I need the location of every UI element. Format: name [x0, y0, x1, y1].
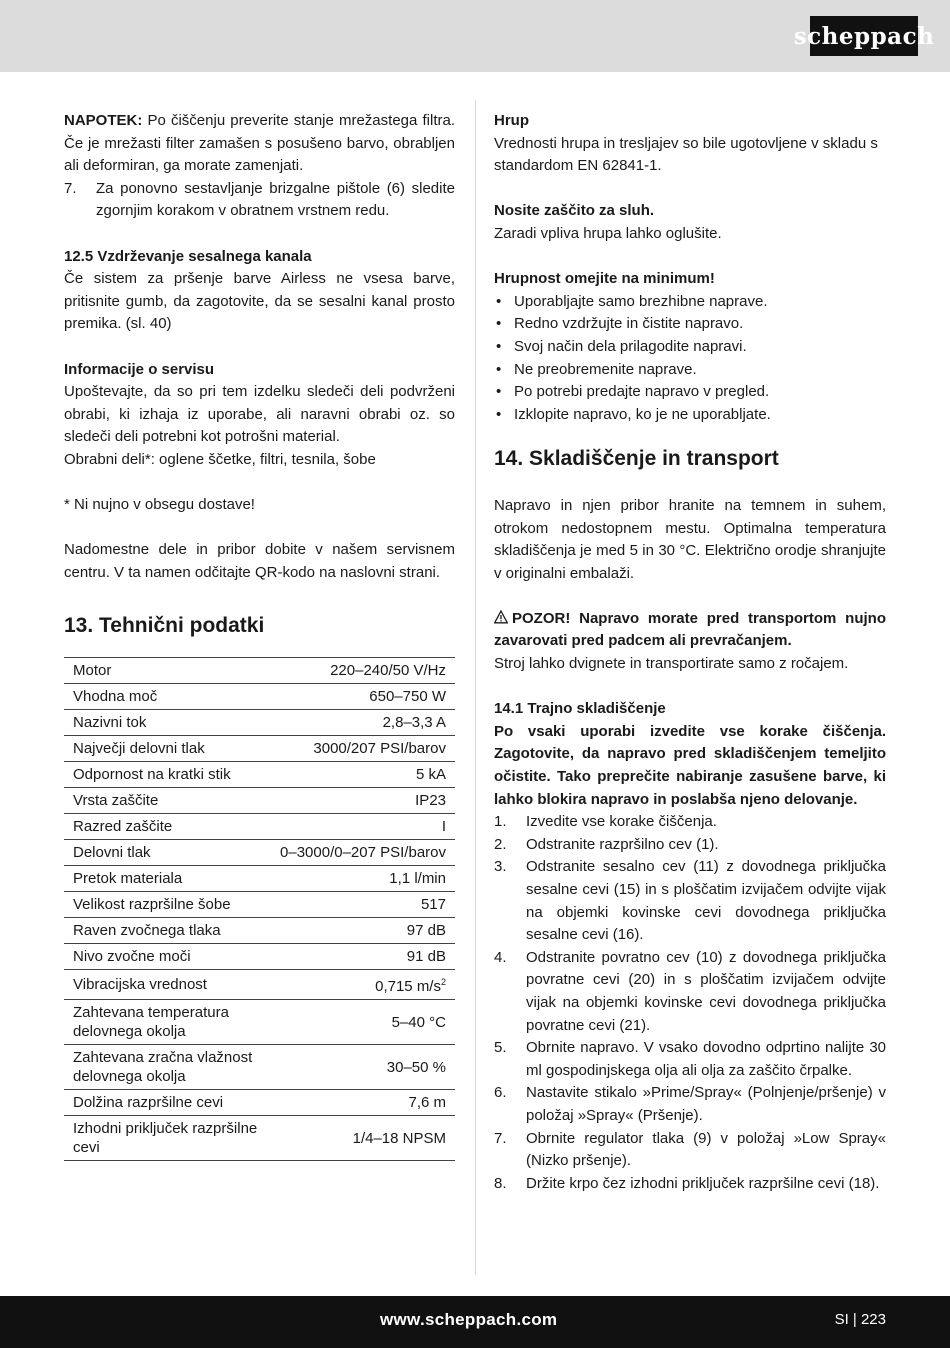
table-row [64, 736, 455, 762]
step-text: Izvedite vse korake čiščenja. [526, 813, 717, 831]
table-row [64, 658, 455, 684]
step-number: 4. [494, 948, 507, 966]
section-12-5-title: 12.5 Vzdrževanje sesalnega kanala [64, 247, 312, 265]
spec-label: Nivo zvočne moči [64, 944, 271, 970]
spec-label: Razred zaščite [64, 814, 271, 840]
list-item: • Ne preobremenite naprave. [494, 359, 886, 382]
section-13-heading: 13. Tehnični podatki [64, 614, 265, 638]
table-row [64, 788, 455, 814]
service-info-text: Upoštevajte, da so pri tem izdelku sledeči deli podvrženi obrabi, ki izhaja iz uporabe, ali naravni obrabi oz. so sledeči deli potrebni kot potrošni material. [64, 383, 455, 446]
table-row [64, 710, 455, 736]
ear-protection-text: Zaradi vpliva hrupa lahko oglušite. [494, 224, 722, 242]
table-row [64, 1090, 455, 1116]
spec-value [271, 1116, 455, 1161]
table-row [64, 918, 455, 944]
list-item [494, 834, 886, 857]
list-item: • Svoj način dela prilagodite napravi. [494, 336, 886, 359]
footer-bar [0, 1296, 950, 1348]
spec-value-text: 1,1 l/min [389, 870, 446, 888]
table-row [64, 1116, 455, 1161]
spec-value [271, 892, 455, 918]
section-14-1-title: 14.1 Trajno skladiščenje [494, 700, 666, 718]
noise-title: Hrup [494, 112, 529, 129]
table-row [64, 1045, 455, 1090]
warning-triangle-icon [494, 610, 508, 624]
note-label: NAPOTEK: [64, 112, 143, 129]
caution-text: Stroj lahko dvignete in transportirate samo z ročajem. [494, 655, 849, 673]
spec-value [271, 1045, 455, 1090]
section-14-heading: 14. Skladiščenje in transport [494, 447, 779, 471]
service-info-title: Informacije o servisu [64, 360, 215, 378]
spec-label: Izhodni priključek razpršilne cevi [64, 1116, 271, 1161]
list-item [494, 856, 886, 946]
step-number: 8. [494, 1174, 507, 1192]
spec-value [271, 736, 455, 762]
step-text: Odstranite sesalno cev (11) z dovodnega priključka sesalne cevi (15) in s ploščatim izvijačem odvijte vijak na objemki kovinske cevi dovodnega priključka sesalne cevi (16). [526, 858, 886, 944]
spec-value [271, 970, 455, 1000]
table-row [64, 684, 455, 710]
column-divider [475, 100, 476, 1275]
list-item [494, 1173, 886, 1196]
step-number: 7. [494, 1129, 507, 1147]
spec-label: Vhodna moč [64, 684, 271, 710]
list-item [494, 1037, 886, 1082]
step-text: Nastavite stikalo »Prime/Spray« (Polnjenje/pršenje) v položaj »Spray« (Pršenje). [526, 1084, 886, 1124]
spec-value [271, 1090, 455, 1116]
spec-label: Delovni tlak [64, 840, 271, 866]
noise-bullet-list [494, 291, 886, 427]
footnote: * Ni nujno v obsegu dostave! [64, 496, 255, 514]
spec-value-text: 91 dB [406, 948, 446, 966]
list-item: • Izklopite napravo, ko je ne uporabljate. [494, 404, 886, 427]
storage-step-list [494, 811, 886, 1195]
table-row [64, 762, 455, 788]
section-12-5-text: Če sistem za pršenje barve Airless ne vsesa barve, pritisnite gumb, da zagotovite, da se sesalni kanal prosto premika. (sl. 40) [64, 270, 455, 333]
table-row [64, 1000, 455, 1045]
tech-data-table [64, 657, 455, 1161]
spec-value-text: 3000/207 PSI/barov [313, 740, 446, 758]
spec-label: Vibracijska vrednost [64, 970, 271, 1000]
spec-value-text: 650–750 W [369, 688, 446, 706]
spec-value [271, 1000, 455, 1045]
spec-value-text: 220–240/50 V/Hz [330, 662, 446, 680]
list-item [64, 178, 455, 223]
list-item: • Redno vzdržujte in čistite napravo. [494, 313, 886, 336]
spec-label: Dolžina razpršilne cevi [64, 1090, 271, 1116]
ear-protection-title: Nosite zaščito za sluh. [494, 202, 655, 220]
spec-value-text: 1/4–18 NPSM [352, 1129, 446, 1147]
spec-value-text: 2,8–3,3 A [382, 714, 446, 732]
spec-value-text: 0,715 m/s [375, 978, 441, 996]
spec-label: Zahtevana temperatura delovnega okolja [64, 1000, 271, 1045]
spec-label: Pretok materiala [64, 866, 271, 892]
step-number: 7. [64, 179, 77, 197]
table-row [64, 840, 455, 866]
reassembly-step-list [64, 178, 455, 223]
section-14-1-bold-text: Po vsaki uporabi izvedite vse korake čiščenja. Zagotovite, da napravo pred skladiščenjem temeljito očistite. Tako preprečite nabiranje zasušene barve, ki lahko blokira napravo in poslabša njeno delovanje. [494, 722, 886, 808]
spec-value-text: 517 [420, 896, 446, 914]
spec-label: Motor [64, 658, 271, 684]
step-number: 6. [494, 1084, 507, 1102]
step-number: 2. [494, 835, 507, 853]
note-paragraph [64, 110, 455, 178]
spec-label: Velikost razpršilne šobe [64, 892, 271, 918]
step-number: 5. [494, 1039, 507, 1057]
step-text: Obrnite napravo. V vsako dovodno odprtino nalijte 30 ml gospodinjskega olja ali olja za zaščito črpalke. [526, 1039, 886, 1079]
spec-value [271, 658, 455, 684]
note-text: Po čiščenju preverite stanje mrežastega filtra. Če je mrežasti filter zamašen s posušeno barvo, obrabljen ali deformiran, ga morate zamenjati. [64, 112, 455, 175]
spec-value [271, 814, 455, 840]
table-row [64, 944, 455, 970]
spec-value-text: 5–40 °C [391, 1013, 446, 1031]
noise-text: Vrednosti hrupa in tresljajev so bile ugotovljene v skladu s standardom EN 62841-1. [494, 134, 878, 175]
step-text: Obrnite regulator tlaka (9) v položaj »Low Spray« (Nizko pršenje). [526, 1129, 886, 1170]
table-row [64, 866, 455, 892]
list-item [494, 1128, 886, 1173]
spec-label: Vrsta zaščite [64, 788, 271, 814]
list-item [494, 947, 886, 1037]
spec-value-text: 5 kA [415, 766, 446, 784]
spec-value [271, 762, 455, 788]
storage-text: Napravo in njen pribor hranite na temnem in suhem, otrokom nedostopnem mestu. Optimalna temperatura skladiščenja je med 5 in 30 °C. Električno orodje shranjujte v originalni embalaži. [494, 496, 886, 582]
step-number: 1. [494, 813, 507, 831]
caution-label: POZOR! Napravo morate pred transportom nujno zavarovati pred padcem ali prevračanjem. [494, 609, 886, 650]
spec-label: Odpornost na kratki stik [64, 762, 271, 788]
spec-value-text: 0–3000/0–207 PSI/barov [280, 844, 446, 862]
table-row [64, 970, 455, 1000]
spec-label: Zahtevana zračna vlažnost delovnega okolja [64, 1045, 271, 1090]
step-number: 3. [494, 858, 507, 876]
header-bar [0, 0, 950, 72]
list-item [494, 811, 886, 834]
list-item [494, 1082, 886, 1127]
spec-value [271, 710, 455, 736]
spec-value [271, 944, 455, 970]
spec-value-text: 7,6 m [408, 1094, 446, 1112]
spec-value-text: 30–50 % [386, 1058, 446, 1076]
website-link[interactable]: www.scheppach.com [380, 1310, 558, 1329]
right-column [494, 110, 886, 1195]
wear-parts-text: Obrabni deli*: oglene ščetke, filtri, tesnila, šobe [64, 450, 376, 468]
spec-value [271, 788, 455, 814]
spec-value-text: IP23 [415, 792, 446, 810]
spec-value [271, 866, 455, 892]
table-row [64, 892, 455, 918]
list-item: • Po potrebi predajte napravo v pregled. [494, 381, 886, 404]
spec-value-text: I [441, 818, 446, 836]
spec-label: Največji delovni tlak [64, 736, 271, 762]
unit-superscript: 2 [440, 977, 446, 988]
step-text: Za ponovno sestavljanje brizgalne pištole (6) sledite zgornjim korakom v obratnem vrstnem redu. [96, 179, 455, 220]
spare-parts-text: Nadomestne dele in pribor dobite v našem servisnem centru. V ta namen odčitajte QR-kodo na naslovni strani. [64, 541, 455, 581]
table-row [64, 814, 455, 840]
list-item: • Uporabljajte samo brezhibne naprave. [494, 291, 886, 314]
minimize-noise-title: Hrupnost omejite na minimum! [494, 270, 715, 288]
spec-value [271, 684, 455, 710]
spec-value [271, 840, 455, 866]
spec-value-text: 97 dB [406, 922, 446, 940]
page-number: SI | 223 [834, 1311, 886, 1328]
caution-paragraph [494, 608, 886, 653]
step-text: Držite krpo čez izhodni priključek razpršilne cevi (18). [526, 1174, 880, 1192]
spec-value [271, 918, 455, 944]
spec-label: Nazivni tok [64, 710, 271, 736]
spec-label: Raven zvočnega tlaka [64, 918, 271, 944]
scheppach-logo: scheppach [810, 16, 918, 56]
step-text: Odstranite razpršilno cev (1). [526, 835, 719, 853]
step-text: Odstranite povratno cev (10) z dovodnega priključka povratne cevi (20) in s ploščatim izvijačem odvijte vijak na objemki kovinske cevi dovodnega priključka povratne cevi (21). [526, 948, 886, 1034]
left-column [64, 110, 455, 1161]
